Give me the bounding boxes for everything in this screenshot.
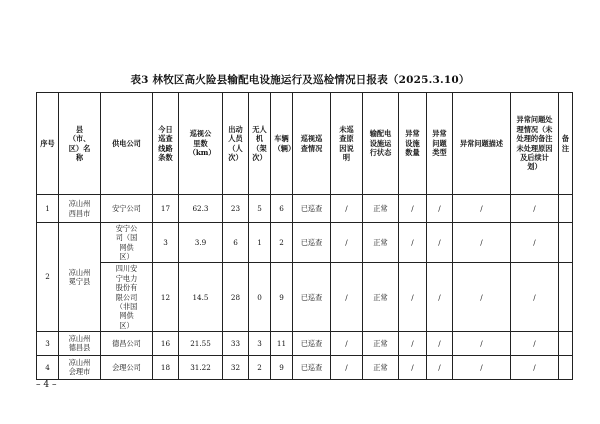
header-reason: 未巡查原因说明 [331,93,363,195]
header-status: 巡视巡查情况 [293,93,331,195]
cell-lines: 18 [153,355,179,379]
cell-staff: 6 [223,223,249,263]
cell-drone: 2 [249,355,271,379]
cell-company: 四川安宁电力股份有限公司（非国网供区） [101,263,153,332]
cell-abn-count: / [399,331,427,355]
cell-vehicle: 2 [271,223,293,263]
cell-km: 31.22 [179,355,223,379]
cell-staff: 32 [223,355,249,379]
cell-drone: 0 [249,263,271,332]
cell-county: 凉山州西昌市 [59,195,101,223]
cell-vehicle: 9 [271,355,293,379]
cell-seq: 3 [37,331,59,355]
cell-abn-handle: / [511,331,559,355]
cell-status: 已巡查 [293,223,331,263]
table-row [37,263,573,332]
cell-abn-handle: / [511,263,559,332]
header-staff: 出动人员（人次） [223,93,249,195]
cell-reason: / [331,355,363,379]
cell-abn-handle: / [511,355,559,379]
cell-abn-desc: / [453,223,511,263]
cell-vehicle: 6 [271,195,293,223]
table-row [37,355,573,379]
cell-lines: 17 [153,195,179,223]
header-row [37,93,573,195]
header-note: 备注 [559,93,573,195]
cell-km: 62.3 [179,195,223,223]
cell-status: 已巡查 [293,331,331,355]
cell-county: 凉山州德昌县 [59,331,101,355]
cell-status: 已巡查 [293,263,331,332]
cell-abn-type: / [427,195,453,223]
cell-abn-count: / [399,195,427,223]
header-drone: 无人机（架次） [249,93,271,195]
cell-county: 凉山州会理市 [59,355,101,379]
cell-abn-count: / [399,263,427,332]
cell-company: 德昌公司 [101,331,153,355]
cell-run: 正常 [363,195,399,223]
table-row [37,331,573,355]
cell-note [559,331,573,355]
cell-status: 已巡查 [293,355,331,379]
cell-reason: / [331,223,363,263]
cell-km: 14.5 [179,263,223,332]
cell-note [559,223,573,263]
cell-reason: / [331,195,363,223]
header-abn-desc: 异常问题描述 [453,93,511,195]
cell-abn-type: / [427,331,453,355]
cell-abn-desc: / [453,195,511,223]
cell-drone: 3 [249,331,271,355]
cell-staff: 23 [223,195,249,223]
cell-run: 正常 [363,355,399,379]
cell-abn-handle: / [511,223,559,263]
table-title: 表3 林牧区高火险县输配电设施运行及巡检情况日报表（2025.3.10） [130,74,470,86]
header-abn-count: 异常设施数量 [399,93,427,195]
cell-run: 正常 [363,331,399,355]
cell-km: 3.9 [179,223,223,263]
cell-company: 会理公司 [101,355,153,379]
cell-km: 21.55 [179,331,223,355]
table-row [37,195,573,223]
cell-reason: / [331,331,363,355]
cell-seq: 4 [37,355,59,379]
cell-lines: 12 [153,263,179,332]
cell-abn-desc: / [453,263,511,332]
cell-status: 已巡查 [293,195,331,223]
cell-abn-type: / [427,263,453,332]
header-lines: 今日巡查线路条数 [153,93,179,195]
cell-seq: 2 [37,223,59,332]
patrol-report-table [36,92,573,380]
table-row [37,223,573,263]
cell-abn-type: / [427,223,453,263]
cell-reason: / [331,263,363,332]
cell-staff: 33 [223,331,249,355]
header-company: 供电公司 [101,93,153,195]
cell-seq: 1 [37,195,59,223]
header-run: 输配电设施运行状态 [363,93,399,195]
cell-note [559,355,573,379]
cell-vehicle: 9 [271,263,293,332]
cell-abn-count: / [399,223,427,263]
header-km: 巡视公里数（km） [179,93,223,195]
header-vehicle: 车辆（辆） [271,93,293,195]
header-abn-handle: 异常问题处理情况（未处理的备注未处理原因及后续计划） [511,93,559,195]
page-number: – 4 – [36,380,57,390]
cell-abn-desc: / [453,355,511,379]
cell-county: 凉山州冕宁县 [59,223,101,332]
cell-lines: 3 [153,223,179,263]
cell-run: 正常 [363,223,399,263]
cell-note [559,195,573,223]
cell-company: 安宁公司 [101,195,153,223]
cell-drone: 1 [249,223,271,263]
header-seq: 序号 [37,93,59,195]
cell-lines: 16 [153,331,179,355]
cell-abn-count: / [399,355,427,379]
cell-abn-type: / [427,355,453,379]
cell-drone: 5 [249,195,271,223]
header-abn-type: 异常问题类型 [427,93,453,195]
cell-vehicle: 11 [271,331,293,355]
cell-note [559,263,573,332]
header-county: 县（市、区）名称 [59,93,101,195]
cell-abn-handle: / [511,195,559,223]
cell-company: 安宁公司（国网供区） [101,223,153,263]
cell-run: 正常 [363,263,399,332]
cell-staff: 28 [223,263,249,332]
cell-abn-desc: / [453,331,511,355]
